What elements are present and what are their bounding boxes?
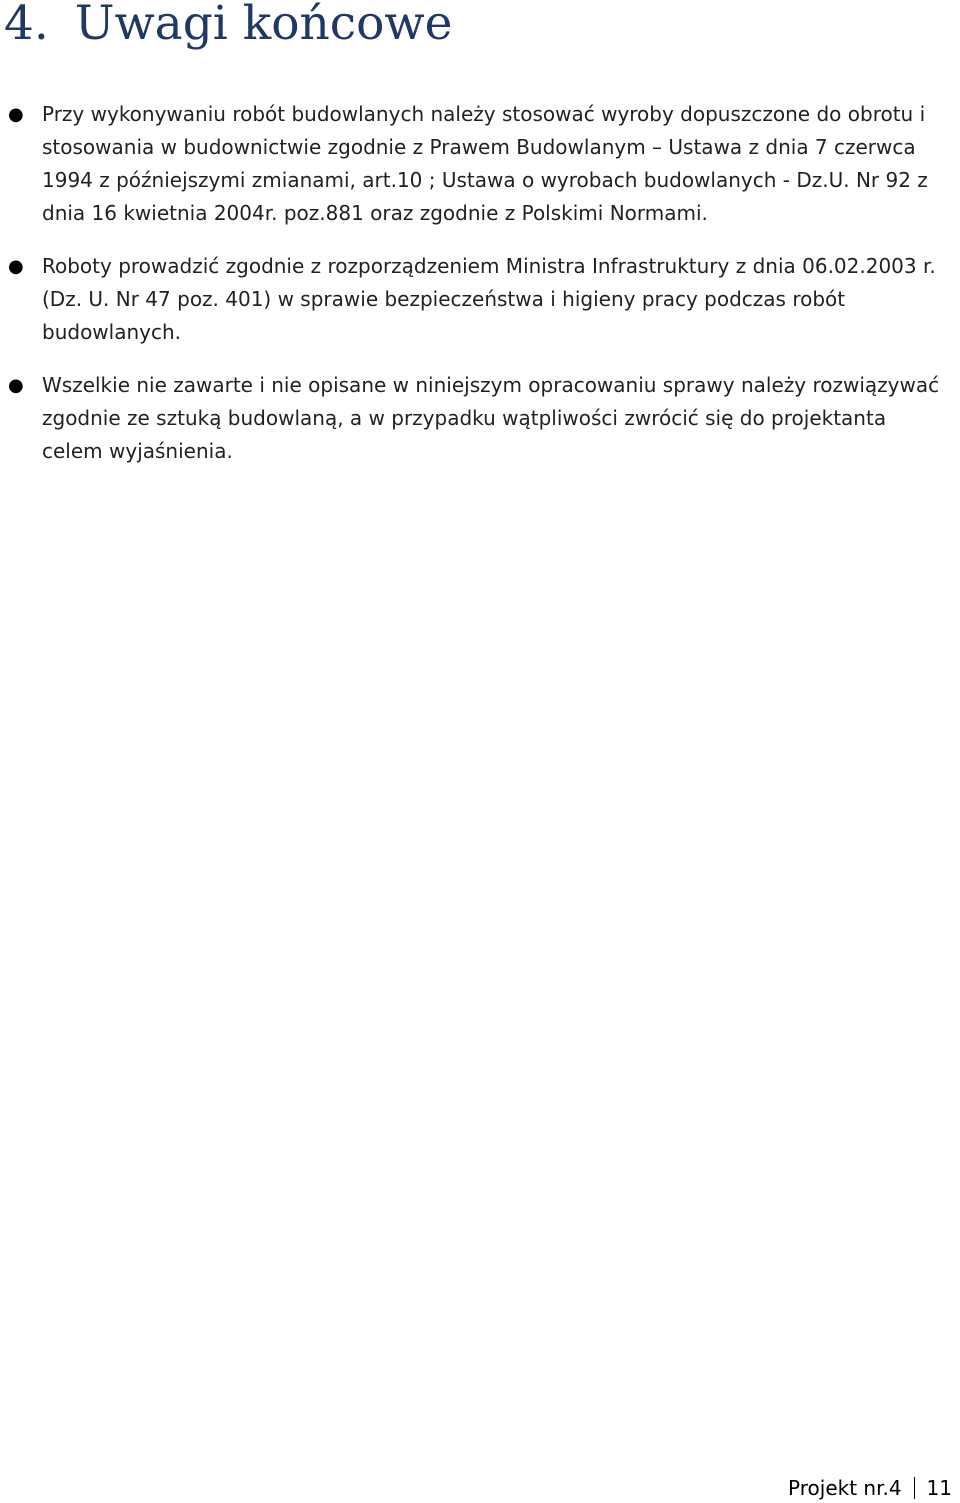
remarks-list [0,98,960,488]
bullet-icon: ● [8,256,24,277]
list-item-text: Przy wykonywaniu robót budowlanych należy stosować wyroby dopuszczone do obrotu i stosowania w budownictwie zgodnie z Prawem Budowlanym – Ustawa z dnia 7 czerwca 1994 z późniejszymi zmianami, art.10 ; Ustawa o wyrobach budowlanych - Dz.U. Nr 92 z dnia 16 kwietnia 2004r. poz.881 oraz zgodnie z Polskimi Normami. [42,102,928,225]
list-item [0,98,947,230]
footer-divider [914,1477,915,1499]
project-label: Projekt nr.4 [788,1476,902,1500]
page-number: 11 [926,1476,952,1500]
section-number: 4. [4,0,49,51]
page-footer [788,1475,952,1501]
section-heading [4,0,452,54]
list-item [0,369,947,468]
list-item-text: Roboty prowadzić zgodnie z rozporządzeniem Ministra Infrastruktury z dnia 06.02.2003 r. (Dz. U. Nr 47 poz. 401) w sprawie bezpieczeństwa i higieny pracy podczas robót budowlanych. [42,254,936,344]
list-item-text: Wszelkie nie zawarte i nie opisane w niniejszym opracowaniu sprawy należy rozwiązywać zgodnie ze sztuką budowlaną, a w przypadku wątpliwości zwrócić się do projektanta celem wyjaśnienia. [42,373,940,463]
bullet-icon: ● [8,375,24,396]
bullet-icon: ● [8,104,24,125]
list-item [0,250,947,349]
section-title: Uwagi końcowe [74,0,453,51]
